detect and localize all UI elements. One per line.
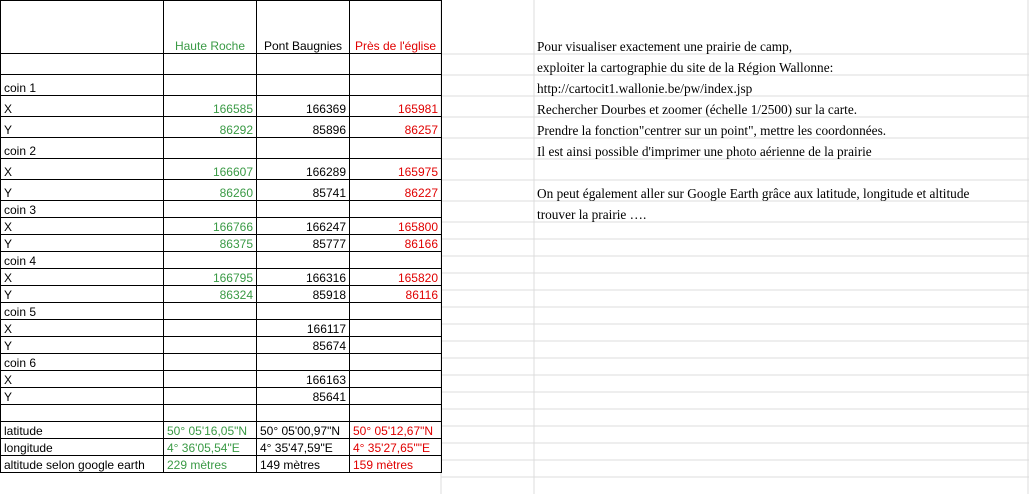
pres-eglise-cell[interactable]: 159 mètres bbox=[350, 456, 442, 473]
header-corner-cell[interactable] bbox=[1, 1, 164, 54]
pres-eglise-cell[interactable]: 165820 bbox=[350, 269, 442, 286]
pres-eglise-cell[interactable] bbox=[350, 303, 442, 320]
table-row bbox=[1, 201, 442, 218]
haute-roche-cell[interactable] bbox=[164, 354, 257, 371]
column-header-haute-roche[interactable]: Haute Roche bbox=[164, 1, 257, 54]
haute-roche-cell[interactable] bbox=[164, 405, 257, 422]
row-label-cell[interactable]: X bbox=[1, 96, 164, 117]
table-row bbox=[1, 96, 442, 117]
pres-eglise-cell[interactable] bbox=[350, 138, 442, 159]
note-line[interactable]: exploiter la cartographie du site de la Région Wallonne: bbox=[537, 60, 834, 75]
row-label-cell[interactable] bbox=[1, 405, 164, 422]
pont-baugnies-cell[interactable]: 85777 bbox=[257, 235, 350, 252]
note-line[interactable] bbox=[537, 162, 1029, 183]
row-label-cell[interactable]: coin 2 bbox=[1, 138, 164, 159]
table-row bbox=[1, 180, 442, 201]
note-line[interactable]: Rechercher Dourbes et zoomer (échelle 1/2500) sur la carte. bbox=[537, 102, 858, 117]
table-row bbox=[1, 371, 442, 388]
row-label-cell[interactable]: coin 1 bbox=[1, 75, 164, 96]
pres-eglise-cell[interactable]: 165975 bbox=[350, 159, 442, 180]
haute-roche-cell[interactable]: 166607 bbox=[164, 159, 257, 180]
pont-baugnies-cell[interactable] bbox=[257, 252, 350, 269]
coordinates-table bbox=[0, 0, 442, 473]
pont-baugnies-cell[interactable] bbox=[257, 138, 350, 159]
row-label-cell[interactable]: Y bbox=[1, 235, 164, 252]
haute-roche-cell[interactable]: 166585 bbox=[164, 96, 257, 117]
table-row bbox=[1, 252, 442, 269]
pont-baugnies-cell[interactable]: 166316 bbox=[257, 269, 350, 286]
pres-eglise-cell[interactable] bbox=[350, 371, 442, 388]
note-line[interactable]: http://cartocit1.wallonie.be/pw/index.jsp bbox=[537, 81, 753, 96]
row-label-cell[interactable]: X bbox=[1, 269, 164, 286]
instructions-notes bbox=[537, 36, 1029, 225]
row-label-cell[interactable]: Y bbox=[1, 180, 164, 201]
haute-roche-cell[interactable] bbox=[164, 371, 257, 388]
table-row bbox=[1, 138, 442, 159]
table-row bbox=[1, 439, 442, 456]
pont-baugnies-cell[interactable] bbox=[257, 303, 350, 320]
row-label-cell[interactable]: Y bbox=[1, 337, 164, 354]
pres-eglise-cell[interactable]: 4° 35'27,65""E bbox=[350, 439, 442, 456]
table-row bbox=[1, 354, 442, 371]
row-label-cell[interactable]: X bbox=[1, 218, 164, 235]
row-label-cell[interactable]: longitude bbox=[1, 439, 164, 456]
haute-roche-cell[interactable]: 4° 36'05,54"E bbox=[164, 439, 257, 456]
pres-eglise-cell[interactable]: 86116 bbox=[350, 286, 442, 303]
pres-eglise-cell[interactable] bbox=[350, 388, 442, 405]
table-row bbox=[1, 405, 442, 422]
pres-eglise-cell[interactable]: 165981 bbox=[350, 96, 442, 117]
haute-roche-cell[interactable]: 229 mètres bbox=[164, 456, 257, 473]
table-row bbox=[1, 235, 442, 252]
column-header-pres-eglise[interactable]: Près de l'église bbox=[350, 1, 442, 54]
table-row bbox=[1, 337, 442, 354]
haute-roche-cell[interactable] bbox=[164, 138, 257, 159]
pont-baugnies-cell[interactable] bbox=[257, 201, 350, 218]
row-label-cell[interactable]: Y bbox=[1, 286, 164, 303]
haute-roche-cell[interactable] bbox=[164, 201, 257, 218]
pont-baugnies-cell[interactable] bbox=[257, 75, 350, 96]
pont-baugnies-cell[interactable]: 166163 bbox=[257, 371, 350, 388]
pont-baugnies-cell[interactable] bbox=[257, 354, 350, 371]
row-label-cell[interactable]: coin 4 bbox=[1, 252, 164, 269]
pres-eglise-cell[interactable] bbox=[350, 320, 442, 337]
pont-baugnies-cell[interactable]: 85741 bbox=[257, 180, 350, 201]
table-row bbox=[1, 303, 442, 320]
pres-eglise-cell[interactable] bbox=[350, 405, 442, 422]
haute-roche-cell[interactable]: 86375 bbox=[164, 235, 257, 252]
row-label-cell[interactable]: X bbox=[1, 320, 164, 337]
pres-eglise-cell[interactable] bbox=[350, 337, 442, 354]
row-label-cell[interactable]: X bbox=[1, 159, 164, 180]
note-line[interactable]: Prendre la fonction"centrer sur un point", mettre les coordonnées. bbox=[537, 123, 887, 138]
pres-eglise-cell[interactable] bbox=[350, 201, 442, 218]
haute-roche-cell[interactable] bbox=[164, 303, 257, 320]
pres-eglise-cell[interactable]: 86166 bbox=[350, 235, 442, 252]
data-table-region bbox=[0, 0, 442, 473]
pont-baugnies-cell[interactable]: 149 mètres bbox=[257, 456, 350, 473]
note-line[interactable]: Il est ainsi possible d'imprimer une photo aérienne de la prairie bbox=[537, 144, 872, 159]
haute-roche-cell[interactable] bbox=[164, 388, 257, 405]
table-row bbox=[1, 159, 442, 180]
haute-roche-cell[interactable]: 86260 bbox=[164, 180, 257, 201]
haute-roche-cell[interactable]: 166795 bbox=[164, 269, 257, 286]
table-row bbox=[1, 422, 442, 439]
pont-baugnies-cell[interactable]: 50° 05'00,97"N bbox=[257, 422, 350, 439]
table-row bbox=[1, 54, 442, 75]
pres-eglise-cell[interactable] bbox=[350, 75, 442, 96]
pont-baugnies-cell[interactable]: 166117 bbox=[257, 320, 350, 337]
pres-eglise-cell[interactable]: 50° 05'12,67"N bbox=[350, 422, 442, 439]
table-row bbox=[1, 388, 442, 405]
column-header-pont-baugnies[interactable]: Pont Baugnies bbox=[257, 1, 350, 54]
header-row bbox=[1, 1, 442, 54]
haute-roche-cell[interactable]: 50° 05'16,05"N bbox=[164, 422, 257, 439]
pres-eglise-cell[interactable] bbox=[350, 354, 442, 371]
row-label-cell[interactable]: Y bbox=[1, 388, 164, 405]
haute-roche-cell[interactable] bbox=[164, 54, 257, 75]
note-line[interactable]: Pour visualiser exactement une prairie de camp, bbox=[537, 39, 793, 54]
note-line[interactable]: trouver la prairie …. bbox=[537, 207, 647, 222]
pres-eglise-cell[interactable]: 86227 bbox=[350, 180, 442, 201]
haute-roche-cell[interactable]: 166766 bbox=[164, 218, 257, 235]
table-row bbox=[1, 269, 442, 286]
row-label-cell[interactable]: altitude selon google earth bbox=[1, 456, 164, 473]
pont-baugnies-cell[interactable] bbox=[257, 54, 350, 75]
pont-baugnies-cell[interactable]: 85918 bbox=[257, 286, 350, 303]
pres-eglise-cell[interactable]: 165800 bbox=[350, 218, 442, 235]
pont-baugnies-cell[interactable]: 166247 bbox=[257, 218, 350, 235]
pont-baugnies-cell[interactable]: 166289 bbox=[257, 159, 350, 180]
haute-roche-cell[interactable] bbox=[164, 252, 257, 269]
haute-roche-cell[interactable]: 86324 bbox=[164, 286, 257, 303]
table-row bbox=[1, 218, 442, 235]
table-row bbox=[1, 456, 442, 473]
row-label-cell[interactable]: X bbox=[1, 371, 164, 388]
pres-eglise-cell[interactable] bbox=[350, 252, 442, 269]
row-label-cell[interactable]: latitude bbox=[1, 422, 164, 439]
pont-baugnies-cell[interactable]: 85896 bbox=[257, 117, 350, 138]
haute-roche-cell[interactable] bbox=[164, 320, 257, 337]
row-label-cell[interactable]: coin 6 bbox=[1, 354, 164, 371]
pont-baugnies-cell[interactable]: 4° 35'47,59"E bbox=[257, 439, 350, 456]
pres-eglise-cell[interactable] bbox=[350, 54, 442, 75]
pont-baugnies-cell[interactable]: 85641 bbox=[257, 388, 350, 405]
haute-roche-cell[interactable]: 86292 bbox=[164, 117, 257, 138]
note-line[interactable]: On peut également aller sur Google Earth grâce aux latitude, longitude et altitude bbox=[537, 186, 970, 201]
pres-eglise-cell[interactable]: 86257 bbox=[350, 117, 442, 138]
row-label-cell[interactable]: coin 3 bbox=[1, 201, 164, 218]
table-row bbox=[1, 75, 442, 96]
row-label-cell[interactable]: Y bbox=[1, 117, 164, 138]
row-label-cell[interactable]: coin 5 bbox=[1, 303, 164, 320]
haute-roche-cell[interactable] bbox=[164, 75, 257, 96]
haute-roche-cell[interactable] bbox=[164, 337, 257, 354]
table-row bbox=[1, 286, 442, 303]
table-row bbox=[1, 117, 442, 138]
row-label-cell[interactable] bbox=[1, 54, 164, 75]
pont-baugnies-cell[interactable] bbox=[257, 405, 350, 422]
table-row bbox=[1, 320, 442, 337]
pont-baugnies-cell[interactable]: 166369 bbox=[257, 96, 350, 117]
pont-baugnies-cell[interactable]: 85674 bbox=[257, 337, 350, 354]
